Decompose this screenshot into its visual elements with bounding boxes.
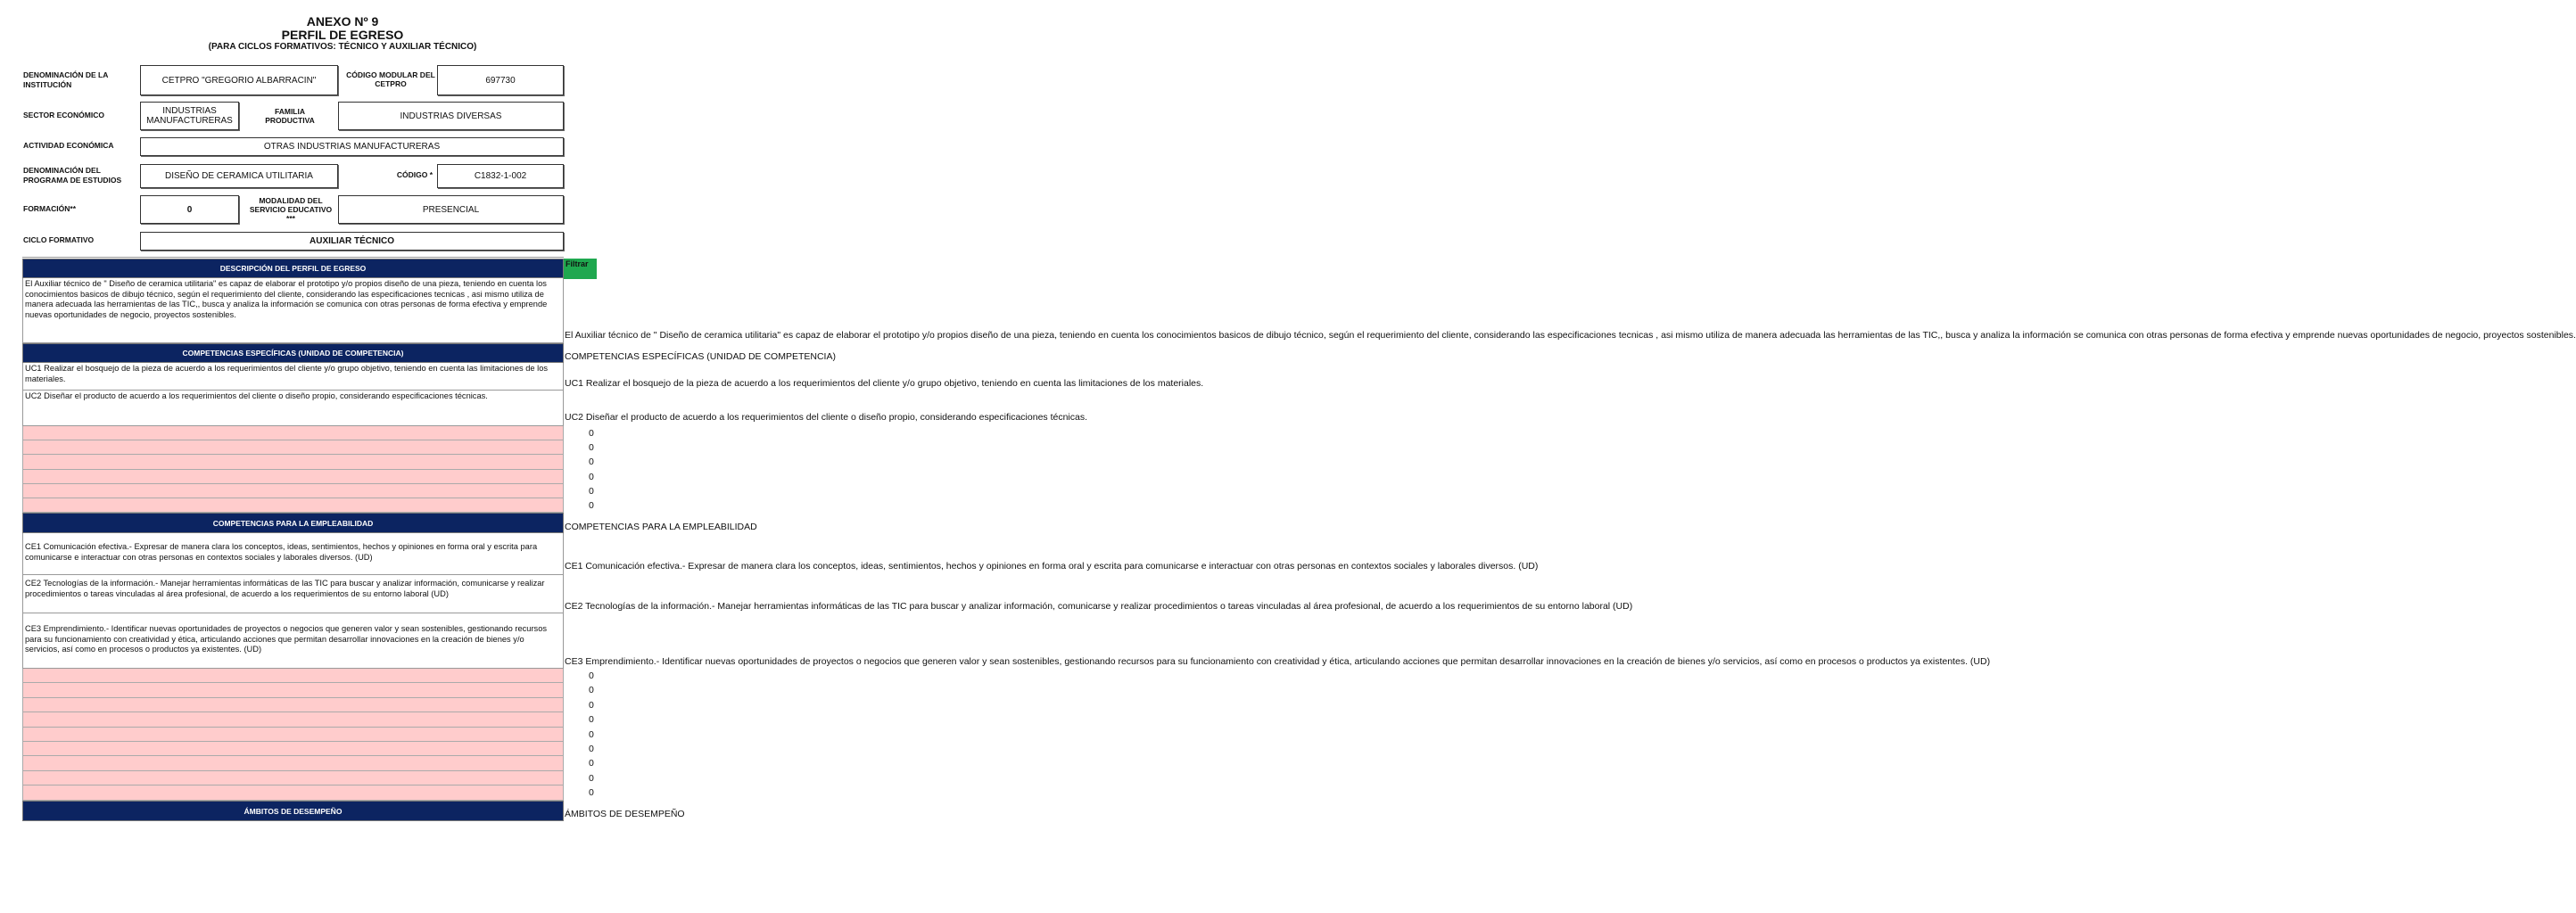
ce3-row[interactable]: CE3 Emprendimiento.- Identificar nuevas oportunidades de proyectos o negocios que generen valor y sean sostenibles, gestionando recursos para su funcionamiento con creatividad y ética, articulando acciones que permitan desarrollar innovaciones en la creación de bienes y/o servicios, así como en procesos o productos ya existentes. (UD)	[22, 613, 564, 669]
sector-field[interactable]: INDUSTRIAS MANUFACTURERAS	[140, 102, 239, 130]
zero-value: 0	[589, 485, 594, 497]
zero-value: 0	[589, 500, 594, 511]
divider	[22, 257, 564, 258]
modalidad-field[interactable]: PRESENCIAL	[338, 195, 564, 224]
zero-value: 0	[589, 772, 594, 784]
empty-row[interactable]	[22, 440, 564, 455]
empty-row[interactable]	[22, 756, 564, 770]
actividad-label: ACTIVIDAD ECONÓMICA	[23, 141, 114, 150]
sector-label: SECTOR ECONÓMICO	[23, 111, 104, 119]
empty-row[interactable]	[22, 683, 564, 697]
zero-value: 0	[589, 699, 594, 711]
empty-row[interactable]	[22, 484, 564, 498]
empty-row[interactable]	[22, 712, 564, 727]
overflow-descripcion: El Auxiliar técnico de " Diseño de ceramica utilitaria" es capaz de elaborar el prototipo y/o propios diseño de una pieza, teniendo en cuenta los conocimientos basicos de dibujo técnico, según el requerimiento del cliente, considerando las especificaciones tecnicas , asi mismo utiliza de manera adecuada las herramientas de las TIC,, busca y analiza la información se comunica con otras personas de forma efectiva y emprende nuevas oportunidades de negocio, proyectos sostenibles.	[565, 330, 2576, 341]
empty-row[interactable]	[22, 470, 564, 484]
overflow-uc2: UC2 Diseñar el producto de acuerdo a los requerimientos del cliente o diseño propio, considerando especificaciones técnicas.	[565, 412, 1088, 423]
overflow-ce1: CE1 Comunicación efectiva.- Expresar de manera clara los conceptos, ideas, sentimientos, hechos y opiniones en forma oral y escrita para comunicarse e interactuar con otras personas en contextos sociales y laborales diversos. (UD)	[565, 561, 1539, 572]
descripcion-text[interactable]: El Auxiliar técnico de " Diseño de ceramica utilitaria" es capaz de elaborar el prototipo y/o propios diseño de una pieza, teniendo en cuenta los conocimientos basicos de dibujo técnico, según el requerimiento del cliente, considerando las especificaciones tecnicas , asi mismo utiliza de manera adecuada las herramientas de las TIC,, busca y analiza la información se comunica con otras personas de forma efectiva y emprende nuevas oportunidades de negocio, proyectos sostenibles.	[22, 278, 564, 343]
programa-label: DENOMINACIÓN DEL PROGRAMA DE ESTUDIOS	[23, 166, 122, 185]
empty-row[interactable]	[22, 742, 564, 756]
zero-value: 0	[589, 744, 594, 754]
especificas-header: COMPETENCIAS ESPECÍFICAS (UNIDAD DE COMPETENCIA)	[22, 343, 564, 363]
empty-row[interactable]	[22, 455, 564, 469]
empty-row[interactable]	[22, 771, 564, 786]
zero-value: 0	[589, 442, 594, 454]
zero-value: 0	[589, 728, 594, 740]
codigo-field[interactable]: C1832-1-002	[437, 164, 564, 188]
zero-value: 0	[589, 471, 594, 482]
doc-title: ANEXO Nº 9	[306, 14, 379, 29]
zero-value: 0	[589, 787, 594, 799]
overflow-ambitos: ÁMBITOS DE DESEMPEÑO	[565, 809, 685, 819]
overflow-ce3: CE3 Emprendimiento.- Identificar nuevas oportunidades de proyectos o negocios que generen valor y sean sostenibles, gestionando recursos para su funcionamiento con creatividad y ética, articulando acciones que permitan desarrollar innovaciones en la creación de bienes y/o servicios, así como en procesos o productos ya existentes. (UD)	[565, 656, 1991, 667]
zero-value: 0	[589, 758, 594, 769]
institucion-field[interactable]: CETPRO "GREGORIO ALBARRACIN"	[140, 65, 338, 95]
ce2-row[interactable]: CE2 Tecnologías de la información.- Manejar herramientas informáticas de las TIC para buscar y analizar información, comunicarse y realizar procedimientos o tareas vinculadas al área profesional, de acuerdo a los requerimientos de su entorno laboral (UD)	[22, 575, 564, 613]
zero-value: 0	[589, 685, 594, 696]
ce1-row[interactable]: CE1 Comunicación efectiva.- Expresar de manera clara los conceptos, ideas, sentimientos, hechos y opiniones en forma oral y escrita para comunicarse e interactuar con otras personas en contextos sociales y laborales diversos. (UD)	[22, 533, 564, 575]
overflow-ce2: CE2 Tecnologías de la información.- Manejar herramientas informáticas de las TIC para buscar y analizar información, comunicarse y realizar procedimientos o tareas vinculadas al área profesional, de acuerdo a los requerimientos de su entorno laboral (UD)	[565, 601, 1633, 612]
filter-button[interactable]: Filtrar	[564, 259, 597, 279]
overflow-especificas: COMPETENCIAS ESPECÍFICAS (UNIDAD DE COMPETENCIA)	[565, 351, 836, 362]
familia-field[interactable]: INDUSTRIAS DIVERSAS	[338, 102, 564, 130]
uc2-row[interactable]: UC2 Diseñar el producto de acuerdo a los requerimientos del cliente o diseño propio, considerando especificaciones técnicas.	[22, 391, 564, 426]
actividad-field[interactable]: OTRAS INDUSTRIAS MANUFACTURERAS	[140, 137, 564, 156]
descripcion-header: DESCRIPCIÓN DEL PERFIL DE EGRESO	[22, 259, 564, 278]
doc-note: (PARA CICLOS FORMATIVOS: TÉCNICO Y AUXILIAR TÉCNICO)	[208, 42, 477, 52]
empty-row[interactable]	[22, 786, 564, 800]
zero-value: 0	[589, 428, 594, 439]
empty-row[interactable]	[22, 669, 564, 683]
institucion-label: DENOMINACIÓN DE LA INSTITUCIÓN	[23, 70, 109, 89]
zero-value: 0	[589, 456, 594, 468]
empty-row[interactable]	[22, 698, 564, 712]
codigo-modular-label: CÓDIGO MODULAR DEL CETPRO	[346, 70, 435, 88]
ambitos-header: ÁMBITOS DE DESEMPEÑO	[22, 801, 564, 821]
uc1-row[interactable]: UC1 Realizar el bosquejo de la pieza de acuerdo a los requerimientos del cliente y/o grupo objetivo, teniendo en cuenta las limitaciones de los materiales.	[22, 363, 564, 391]
empleabilidad-header: COMPETENCIAS PARA LA EMPLEABILIDAD	[22, 513, 564, 533]
formacion-field[interactable]: 0	[140, 195, 239, 224]
ciclo-field[interactable]: AUXILIAR TÉCNICO	[140, 232, 564, 251]
codigo-label: CÓDIGO *	[396, 170, 433, 179]
programa-field[interactable]: DISEÑO DE CERAMICA UTILITARIA	[140, 164, 338, 188]
zero-value: 0	[589, 670, 594, 681]
zero-value: 0	[589, 714, 594, 726]
ciclo-label: CICLO FORMATIVO	[23, 235, 95, 244]
familia-label: FAMILIA PRODUCTIVA	[265, 107, 315, 125]
modalidad-label: MODALIDAD DEL SERVICIO EDUCATIVO ***	[249, 196, 333, 223]
overflow-empleabilidad: COMPETENCIAS PARA LA EMPLEABILIDAD	[565, 522, 757, 532]
empty-row[interactable]	[22, 498, 564, 513]
codigo-modular-field[interactable]: 697730	[437, 65, 564, 95]
overflow-uc1: UC1 Realizar el bosquejo de la pieza de acuerdo a los requerimientos del cliente y/o grupo objetivo, teniendo en cuenta las limitaciones de los materiales.	[565, 378, 1204, 389]
doc-subtitle: PERFIL DE EGRESO	[281, 28, 404, 42]
formacion-label: FORMACIÓN**	[23, 204, 77, 213]
empty-row[interactable]	[22, 728, 564, 742]
empty-row[interactable]	[22, 426, 564, 440]
